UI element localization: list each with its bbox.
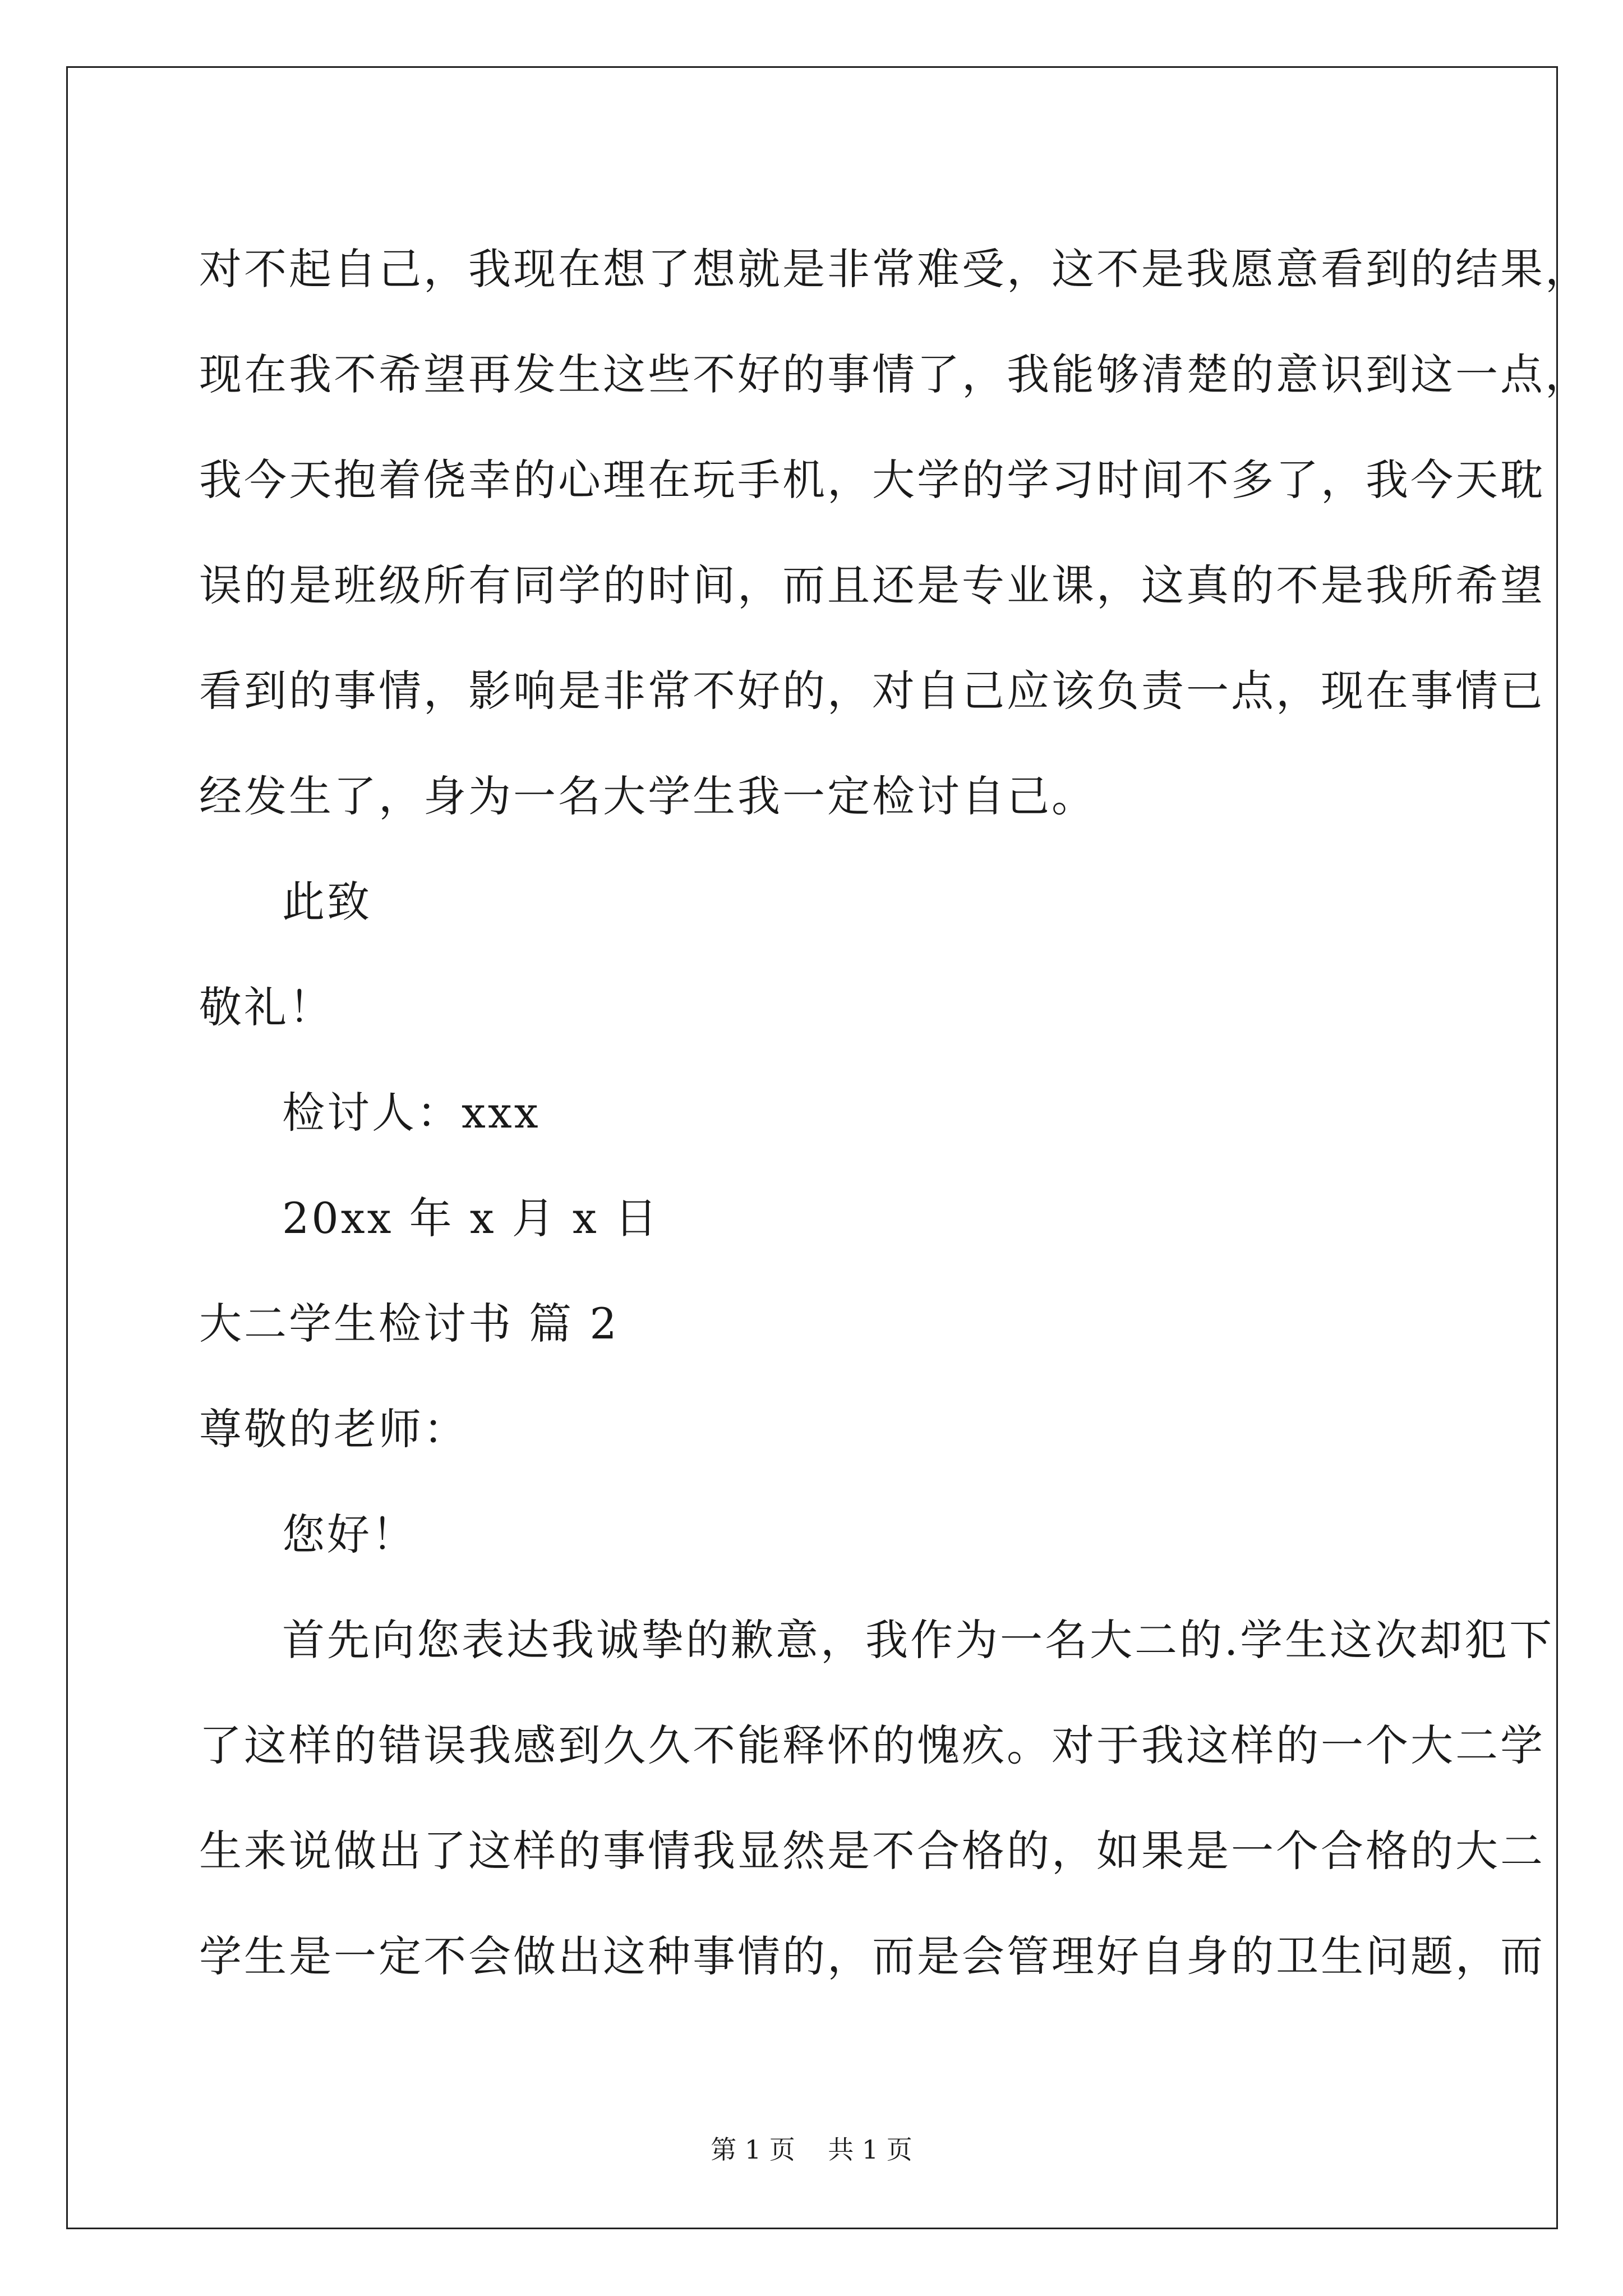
document-body	[199, 217, 1590, 2009]
text-line: 看到的事情，影响是非常不好的，对自己应该负责一点，现在事情已	[199, 666, 1545, 716]
greeting-line: 尊敬的老师：	[199, 1404, 468, 1454]
text-line: 首先向您表达我诚挚的歉意，我作为一名大二的.学生这次却犯下	[282, 1615, 1555, 1665]
signature-date: 20xx 年 x 月 x 日	[282, 1193, 660, 1243]
salutation-line: 此致	[282, 877, 372, 927]
greeting-line: 您好！	[282, 1510, 417, 1559]
text-line: 现在我不希望再发生这些不好的事情了，我能够清楚的意识到这一点，	[199, 349, 1590, 399]
text-line: 误的是班级所有同学的时间，而且还是专业课，这真的不是我所希望	[199, 560, 1545, 610]
section-heading: 大二学生检讨书 篇 2	[199, 1299, 619, 1349]
salutation-line: 敬礼！	[199, 982, 334, 1032]
text-line: 经发生了，身为一名大学生我一定检讨自己。	[199, 771, 1096, 821]
signature-name: 检讨人：xxx	[282, 1088, 541, 1138]
text-line: 生来说做出了这样的事情我显然是不合格的，如果是一个合格的大二	[199, 1826, 1545, 1876]
text-line: 了这样的错误我感到久久不能释怀的愧疚。对于我这样的一个大二学	[199, 1720, 1545, 1770]
text-line: 对不起自己，我现在想了想就是非常难受，这不是我愿意看到的结果，	[199, 244, 1590, 294]
text-line: 我今天抱着侥幸的心理在玩手机，大学的学习时间不多了，我今天耽	[199, 455, 1545, 505]
page-number-footer: 第 1 页 共 1 页	[711, 2134, 912, 2165]
text-line: 学生是一定不会做出这种事情的，而是会管理好自身的卫生问题，而	[199, 1931, 1545, 1981]
